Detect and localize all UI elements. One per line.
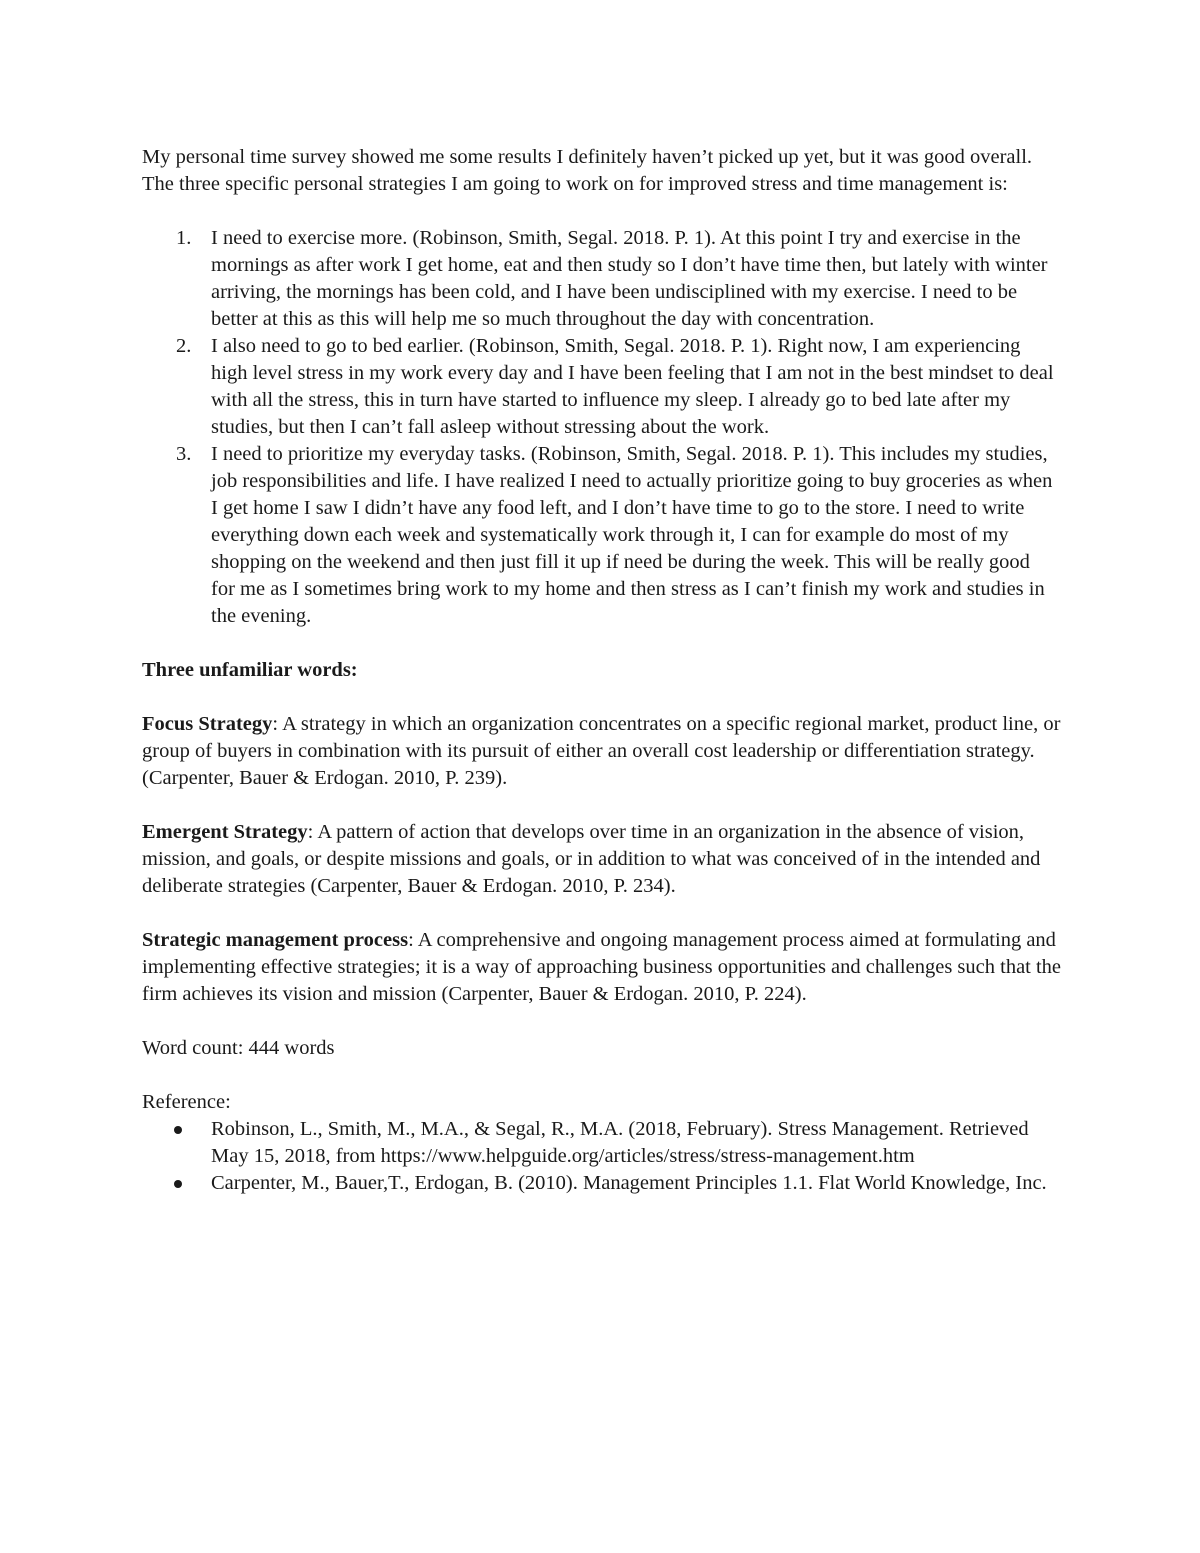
list-item (142, 225, 1062, 333)
strategies-list (142, 225, 1062, 630)
references-list (142, 1116, 1062, 1197)
term-name: Focus Strategy (142, 713, 273, 735)
intro-paragraph: My personal time survey showed me some results I definitely haven’t picked up yet, but it was good overall. The three specific personal strategies I am going to work on for improved stress and time management is: (142, 146, 1033, 195)
term-definition: : A comprehensive and ongoing management process aimed at formulating and implementing effective strategies; it is a way of approaching business opportunities and challenges such that the firm achieves its vision and mission (Carpenter, Bauer & Erdogan. 2010, P. 224). (142, 929, 1062, 1005)
list-item-text: I need to exercise more. (Robinson, Smith, Segal. 2018. P. 1). At this point I try and exercise in the mornings as after work I get home, eat and then study so I don’t have time then, but lately with winter arriving, the mornings has been cold, and I have been undisciplined with my exercise. I need to be better at this as this will help me so much throughout the day with concentration. (211, 227, 1048, 330)
list-item (142, 441, 1062, 630)
unfamiliar-words-heading: Three unfamiliar words: (142, 659, 358, 681)
bullet-icon (174, 1180, 182, 1188)
reference-heading: Reference: (142, 1091, 231, 1113)
list-item (142, 333, 1062, 441)
reference-item (142, 1170, 1062, 1197)
reference-item (142, 1116, 1062, 1170)
list-number: 1. (176, 227, 192, 249)
term-emergent-strategy (142, 819, 1062, 900)
term-name: Strategic management process (142, 929, 409, 951)
reference-text: Carpenter, M., Bauer,T., Erdogan, B. (2010). Management Principles 1.1. Flat World Knowledge, Inc. (211, 1172, 1047, 1194)
bullet-icon (174, 1126, 182, 1134)
word-count: Word count: 444 words (142, 1037, 335, 1059)
term-name: Emergent Strategy (142, 821, 308, 843)
reference-text: Robinson, L., Smith, M., M.A., & Segal, R., M.A. (2018, February). Stress Management. Retrieved May 15, 2018, from https://www.helpguide.org/articles/stress/stress-management.htm (211, 1118, 1029, 1167)
term-focus-strategy (142, 711, 1062, 792)
document-page (142, 144, 1062, 1197)
list-item-text: I also need to go to bed earlier. (Robinson, Smith, Segal. 2018. P. 1). Right now, I am experiencing high level stress in my work every day and I have been feeling that I am not in the best mindset to deal with all the stress, this in turn have started to influence my sleep. I already go to bed late after my studies, but then I can’t fall asleep without stressing about the work. (211, 335, 1054, 438)
term-definition: : A strategy in which an organization concentrates on a specific regional market, product line, or group of buyers in combination with its pursuit of either an overall cost leadership or differentiation strategy. (Carpenter, Bauer & Erdogan. 2010, P. 239). (142, 713, 1061, 789)
term-strategic-management-process (142, 927, 1062, 1008)
term-definition: : A pattern of action that develops over time in an organization in the absence of vision, mission, and goals, or despite missions and goals, or in addition to what was conceived of in the intended and deliberate strategies (Carpenter, Bauer & Erdogan. 2010, P. 234). (142, 821, 1041, 897)
list-number: 2. (176, 335, 192, 357)
list-number: 3. (176, 443, 192, 465)
list-item-text: I need to prioritize my everyday tasks. (Robinson, Smith, Segal. 2018. P. 1). This includes my studies, job responsibilities and life. I have realized I need to actually prioritize going to buy groceries as when I get home I saw I didn’t have any food left, and I don’t have time to go to the store. I need to write everything down each week and systematically work through it, I can for example do most of my shopping on the weekend and then just fill it up if need be during the week. This will be really good for me as I sometimes bring work to my home and then stress as I can’t finish my work and studies in the evening. (211, 443, 1053, 627)
